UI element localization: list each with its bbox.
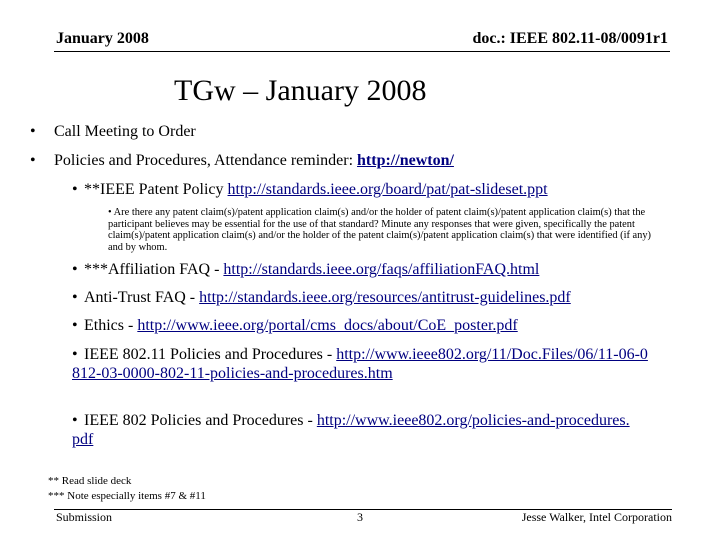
bullet-patent-detail	[108, 207, 658, 253]
bullet-dot: •	[72, 289, 78, 306]
bullet-text: Call Meeting to Order	[54, 123, 196, 140]
bullet-802-policies	[72, 411, 632, 449]
bullet-text: Are there any patent claim(s)/patent application claim(s) and/or the holder of patent claim(s)/patent application claim(s) that the participant believes may be essential for the use of that standard? Minute any responses that were given, specifically the patent claim(s)/patent application claim(s) and/or the holder of the patent claim(s)/patent application claim(s) that were identified (if any) and by whom.	[108, 207, 651, 253]
slide-title: TGw – January 2008	[174, 74, 427, 107]
header-doc-id: doc.: IEEE 802.11-08/0091r1	[472, 30, 668, 47]
page-number: 3	[357, 510, 363, 524]
bullet-dot: •	[72, 261, 78, 278]
bullet-text: Anti-Trust FAQ -	[84, 289, 200, 306]
footer-submission: Submission	[56, 510, 113, 524]
footer-author: Jesse Walker, Intel Corporation	[521, 510, 672, 524]
bullet-text: Policies and Procedures, Attendance reminder:	[54, 152, 354, 169]
bullet-dot: •	[72, 317, 78, 334]
bullet-antitrust	[72, 288, 662, 307]
bullet-dot: •	[30, 123, 36, 140]
bullet-text: Ethics -	[84, 317, 138, 334]
bullet-text: IEEE 802 Policies and Procedures -	[84, 412, 317, 429]
antitrust-faq-link[interactable]: http://standards.ieee.org/resources/antitrust-guidelines.pdf	[199, 289, 571, 306]
bullet-802-11-policies	[72, 345, 648, 383]
bullet-ethics	[72, 316, 662, 335]
footnote-read-slide-deck: ** Read slide deck	[48, 475, 132, 487]
bullet-call-meeting	[30, 122, 196, 142]
bullet-text: ***Affiliation FAQ -	[84, 261, 224, 278]
footnote-items: *** Note especially items #7 & #11	[48, 490, 206, 502]
footnotes	[48, 474, 206, 504]
ethics-link[interactable]: http://www.ieee.org/portal/cms_docs/about/CoE_poster.pdf	[137, 317, 518, 334]
header-divider	[54, 51, 670, 52]
bullet-dot: •	[72, 346, 78, 363]
bullet-affiliation	[72, 260, 662, 279]
bullet-dot: •	[72, 181, 78, 198]
bullet-text: **IEEE Patent Policy	[84, 181, 228, 198]
bullet-policies	[30, 151, 454, 171]
bullet-dot: •	[72, 412, 78, 429]
bullet-text: IEEE 802.11 Policies and Procedures -	[84, 346, 337, 363]
header-date: January 2008	[56, 30, 149, 47]
bullet-patent-policy	[72, 180, 662, 199]
bullet-dot: •	[108, 207, 114, 218]
policies-802-11-link[interactable]: http://www.ieee802.org/11/Doc.Files/06/11-06-0812-03-0000-802-11-policies-and-procedures.htm	[72, 346, 648, 382]
policies-802-link[interactable]: http://www.ieee802.org/policies-and-procedures.pdf	[72, 412, 630, 448]
newton-link[interactable]: http://newton/	[357, 152, 454, 169]
affiliation-faq-link[interactable]: http://standards.ieee.org/faqs/affiliationFAQ.html	[223, 261, 540, 278]
patent-policy-link[interactable]: http://standards.ieee.org/board/pat/pat-slideset.ppt	[227, 181, 548, 198]
bullet-dot: •	[30, 152, 36, 169]
